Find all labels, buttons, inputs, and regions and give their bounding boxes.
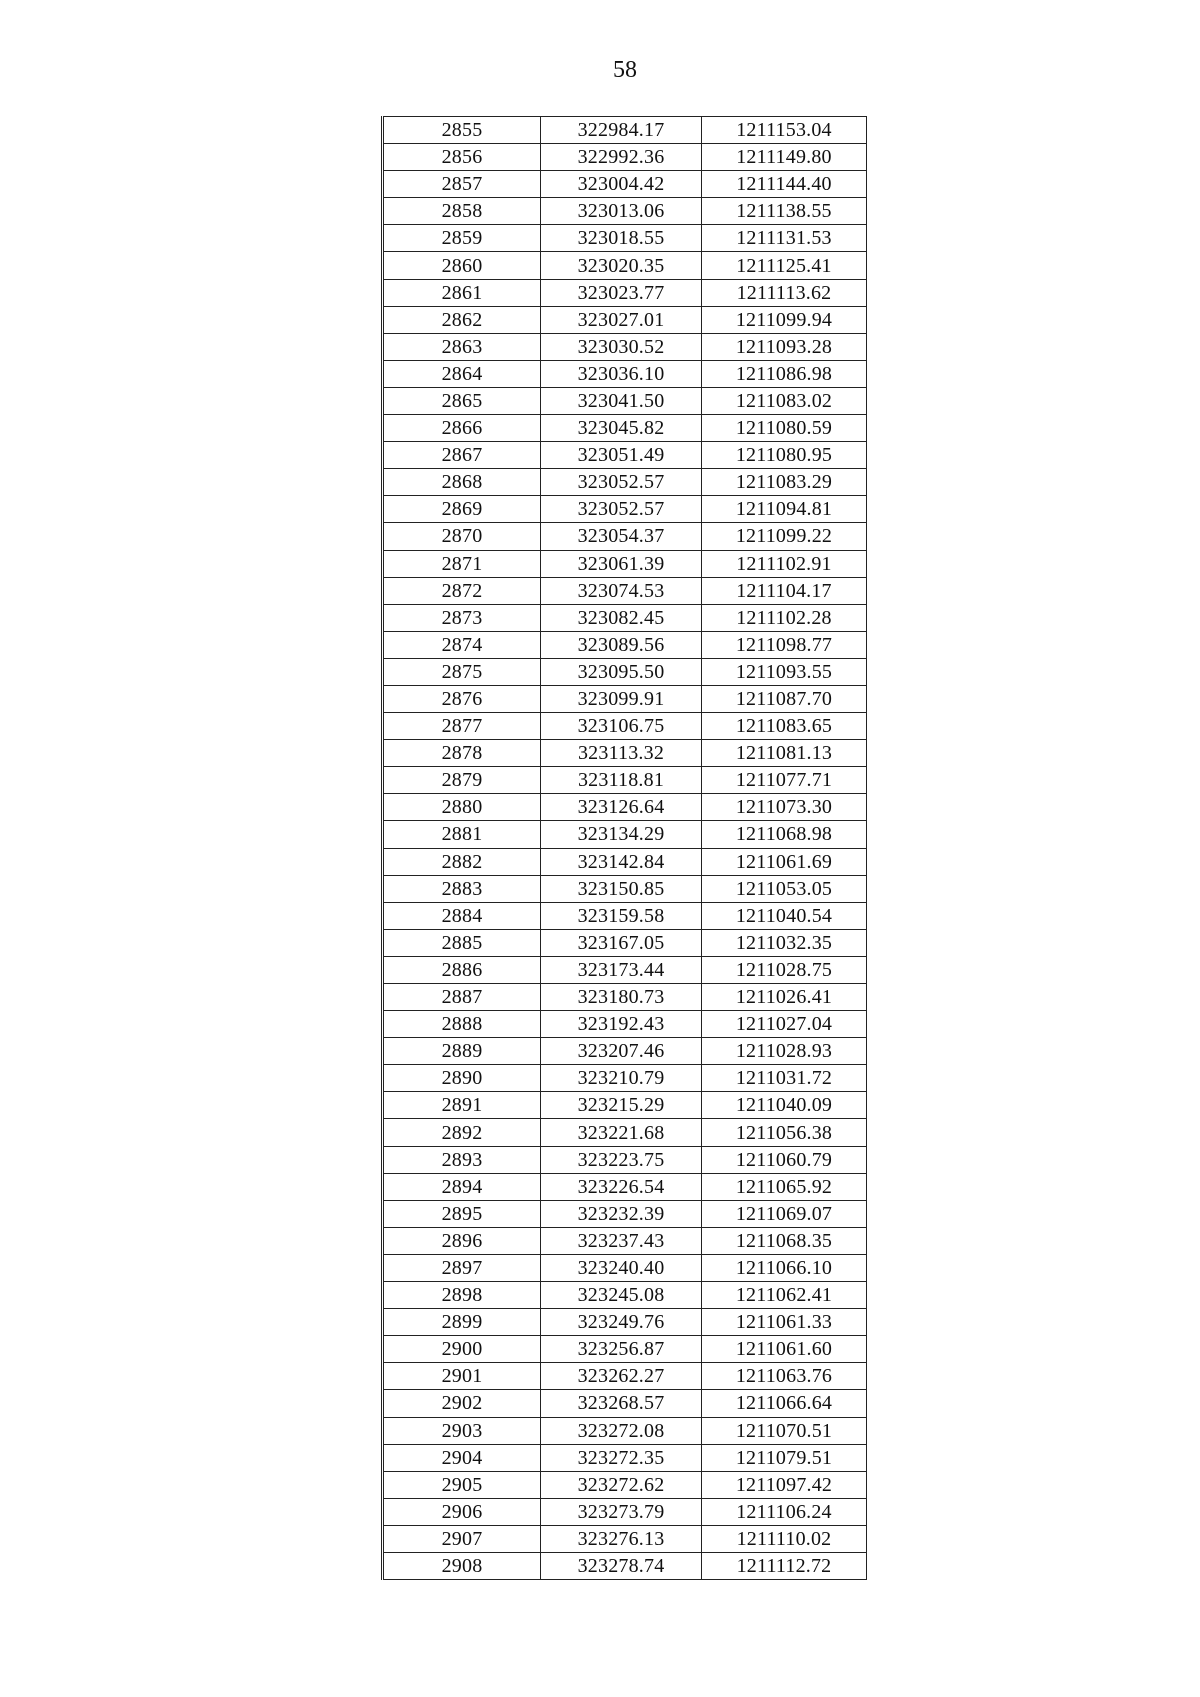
x-coordinate-cell: 323030.52 — [541, 333, 702, 360]
y-coordinate-cell: 1211073.30 — [702, 794, 867, 821]
table-row — [383, 604, 867, 631]
point-number-cell: 2894 — [383, 1173, 541, 1200]
table-row — [383, 1417, 867, 1444]
x-coordinate-cell: 323106.75 — [541, 713, 702, 740]
point-number-cell: 2858 — [383, 198, 541, 225]
table-row — [383, 1119, 867, 1146]
table-row — [383, 171, 867, 198]
point-number-cell: 2867 — [383, 442, 541, 469]
point-number-cell: 2905 — [383, 1471, 541, 1498]
y-coordinate-cell: 1211065.92 — [702, 1173, 867, 1200]
x-coordinate-cell: 323118.81 — [541, 767, 702, 794]
point-number-cell: 2886 — [383, 956, 541, 983]
point-number-cell: 2857 — [383, 171, 541, 198]
table-row — [383, 1471, 867, 1498]
table-row — [383, 1363, 867, 1390]
y-coordinate-cell: 1211077.71 — [702, 767, 867, 794]
y-coordinate-cell: 1211083.02 — [702, 387, 867, 414]
table-row — [383, 848, 867, 875]
point-number-cell: 2904 — [383, 1444, 541, 1471]
point-number-cell: 2907 — [383, 1525, 541, 1552]
table-row — [383, 1200, 867, 1227]
y-coordinate-cell: 1211110.02 — [702, 1525, 867, 1552]
table-row — [383, 225, 867, 252]
table-row — [383, 550, 867, 577]
point-number-cell: 2872 — [383, 577, 541, 604]
x-coordinate-cell: 323256.87 — [541, 1336, 702, 1363]
table-row — [383, 685, 867, 712]
point-number-cell: 2875 — [383, 658, 541, 685]
point-number-cell: 2881 — [383, 821, 541, 848]
point-number-cell: 2866 — [383, 415, 541, 442]
y-coordinate-cell: 1211027.04 — [702, 1011, 867, 1038]
x-coordinate-cell: 323052.57 — [541, 496, 702, 523]
point-number-cell: 2885 — [383, 929, 541, 956]
point-number-cell: 2895 — [383, 1200, 541, 1227]
table-row — [383, 1282, 867, 1309]
table-row — [383, 523, 867, 550]
table-row — [383, 360, 867, 387]
table-row — [383, 252, 867, 279]
y-coordinate-cell: 1211083.65 — [702, 713, 867, 740]
y-coordinate-cell: 1211069.07 — [702, 1200, 867, 1227]
x-coordinate-cell: 323240.40 — [541, 1254, 702, 1281]
y-coordinate-cell: 1211099.22 — [702, 523, 867, 550]
point-number-cell: 2902 — [383, 1390, 541, 1417]
table-row — [383, 306, 867, 333]
y-coordinate-cell: 1211093.28 — [702, 333, 867, 360]
table-row — [383, 821, 867, 848]
y-coordinate-cell: 1211098.77 — [702, 631, 867, 658]
x-coordinate-cell: 323126.64 — [541, 794, 702, 821]
x-coordinate-cell: 323150.85 — [541, 875, 702, 902]
x-coordinate-cell: 323113.32 — [541, 740, 702, 767]
x-coordinate-cell: 323052.57 — [541, 469, 702, 496]
x-coordinate-cell: 323051.49 — [541, 442, 702, 469]
x-coordinate-cell: 323089.56 — [541, 631, 702, 658]
table-row — [383, 279, 867, 306]
point-number-cell: 2880 — [383, 794, 541, 821]
point-number-cell: 2877 — [383, 713, 541, 740]
x-coordinate-cell: 323095.50 — [541, 658, 702, 685]
table-row — [383, 767, 867, 794]
point-number-cell: 2888 — [383, 1011, 541, 1038]
point-number-cell: 2878 — [383, 740, 541, 767]
y-coordinate-cell: 1211032.35 — [702, 929, 867, 956]
point-number-cell: 2903 — [383, 1417, 541, 1444]
x-coordinate-cell: 323210.79 — [541, 1065, 702, 1092]
x-coordinate-cell: 323272.62 — [541, 1471, 702, 1498]
x-coordinate-cell: 323223.75 — [541, 1146, 702, 1173]
y-coordinate-cell: 1211028.93 — [702, 1038, 867, 1065]
y-coordinate-cell: 1211131.53 — [702, 225, 867, 252]
y-coordinate-cell: 1211053.05 — [702, 875, 867, 902]
table-row — [383, 442, 867, 469]
point-number-cell: 2864 — [383, 360, 541, 387]
table-row — [383, 1444, 867, 1471]
coordinates-table-body — [383, 117, 867, 1580]
table-row — [383, 1227, 867, 1254]
table-row — [383, 658, 867, 685]
point-number-cell: 2855 — [383, 117, 541, 144]
table-row — [383, 415, 867, 442]
point-number-cell: 2865 — [383, 387, 541, 414]
table-row — [383, 1038, 867, 1065]
table-row — [383, 387, 867, 414]
x-coordinate-cell: 323226.54 — [541, 1173, 702, 1200]
point-number-cell: 2892 — [383, 1119, 541, 1146]
table-row — [383, 1146, 867, 1173]
y-coordinate-cell: 1211040.09 — [702, 1092, 867, 1119]
point-number-cell: 2899 — [383, 1309, 541, 1336]
point-number-cell: 2870 — [383, 523, 541, 550]
y-coordinate-cell: 1211063.76 — [702, 1363, 867, 1390]
x-coordinate-cell: 323082.45 — [541, 604, 702, 631]
x-coordinate-cell: 323276.13 — [541, 1525, 702, 1552]
point-number-cell: 2859 — [383, 225, 541, 252]
point-number-cell: 2860 — [383, 252, 541, 279]
y-coordinate-cell: 1211149.80 — [702, 144, 867, 171]
x-coordinate-cell: 323134.29 — [541, 821, 702, 848]
table-row — [383, 1498, 867, 1525]
x-coordinate-cell: 323180.73 — [541, 984, 702, 1011]
x-coordinate-cell: 323159.58 — [541, 902, 702, 929]
y-coordinate-cell: 1211086.98 — [702, 360, 867, 387]
point-number-cell: 2901 — [383, 1363, 541, 1390]
table-row — [383, 713, 867, 740]
x-coordinate-cell: 322984.17 — [541, 117, 702, 144]
x-coordinate-cell: 323232.39 — [541, 1200, 702, 1227]
point-number-cell: 2906 — [383, 1498, 541, 1525]
y-coordinate-cell: 1211138.55 — [702, 198, 867, 225]
point-number-cell: 2889 — [383, 1038, 541, 1065]
x-coordinate-cell: 323045.82 — [541, 415, 702, 442]
x-coordinate-cell: 323004.42 — [541, 171, 702, 198]
table-row — [383, 469, 867, 496]
y-coordinate-cell: 1211068.35 — [702, 1227, 867, 1254]
x-coordinate-cell: 323027.01 — [541, 306, 702, 333]
y-coordinate-cell: 1211080.95 — [702, 442, 867, 469]
point-number-cell: 2898 — [383, 1282, 541, 1309]
x-coordinate-cell: 323020.35 — [541, 252, 702, 279]
y-coordinate-cell: 1211081.13 — [702, 740, 867, 767]
point-number-cell: 2900 — [383, 1336, 541, 1363]
point-number-cell: 2890 — [383, 1065, 541, 1092]
table-row — [383, 577, 867, 604]
table-row — [383, 1336, 867, 1363]
point-number-cell: 2856 — [383, 144, 541, 171]
y-coordinate-cell: 1211087.70 — [702, 685, 867, 712]
table-row — [383, 1390, 867, 1417]
point-number-cell: 2893 — [383, 1146, 541, 1173]
y-coordinate-cell: 1211104.17 — [702, 577, 867, 604]
point-number-cell: 2884 — [383, 902, 541, 929]
x-coordinate-cell: 323278.74 — [541, 1552, 702, 1579]
table-row — [383, 1173, 867, 1200]
x-coordinate-cell: 323192.43 — [541, 1011, 702, 1038]
table-row — [383, 1525, 867, 1552]
point-number-cell: 2882 — [383, 848, 541, 875]
point-number-cell: 2887 — [383, 984, 541, 1011]
table-row — [383, 117, 867, 144]
x-coordinate-cell: 323142.84 — [541, 848, 702, 875]
y-coordinate-cell: 1211066.64 — [702, 1390, 867, 1417]
y-coordinate-cell: 1211113.62 — [702, 279, 867, 306]
table-row — [383, 740, 867, 767]
point-number-cell: 2908 — [383, 1552, 541, 1579]
y-coordinate-cell: 1211080.59 — [702, 415, 867, 442]
point-number-cell: 2883 — [383, 875, 541, 902]
table-row — [383, 1254, 867, 1281]
y-coordinate-cell: 1211056.38 — [702, 1119, 867, 1146]
point-number-cell: 2876 — [383, 685, 541, 712]
coordinates-table — [381, 116, 867, 1580]
y-coordinate-cell: 1211094.81 — [702, 496, 867, 523]
y-coordinate-cell: 1211125.41 — [702, 252, 867, 279]
table-row — [383, 1011, 867, 1038]
y-coordinate-cell: 1211061.33 — [702, 1309, 867, 1336]
table-row — [383, 144, 867, 171]
y-coordinate-cell: 1211144.40 — [702, 171, 867, 198]
y-coordinate-cell: 1211028.75 — [702, 956, 867, 983]
table-row — [383, 1309, 867, 1336]
point-number-cell: 2891 — [383, 1092, 541, 1119]
y-coordinate-cell: 1211112.72 — [702, 1552, 867, 1579]
y-coordinate-cell: 1211040.54 — [702, 902, 867, 929]
x-coordinate-cell: 323245.08 — [541, 1282, 702, 1309]
x-coordinate-cell: 323273.79 — [541, 1498, 702, 1525]
point-number-cell: 2873 — [383, 604, 541, 631]
x-coordinate-cell: 323013.06 — [541, 198, 702, 225]
x-coordinate-cell: 323272.35 — [541, 1444, 702, 1471]
point-number-cell: 2861 — [383, 279, 541, 306]
point-number-cell: 2879 — [383, 767, 541, 794]
x-coordinate-cell: 323221.68 — [541, 1119, 702, 1146]
x-coordinate-cell: 323023.77 — [541, 279, 702, 306]
y-coordinate-cell: 1211070.51 — [702, 1417, 867, 1444]
table-row — [383, 1065, 867, 1092]
x-coordinate-cell: 323099.91 — [541, 685, 702, 712]
x-coordinate-cell: 323041.50 — [541, 387, 702, 414]
x-coordinate-cell: 323215.29 — [541, 1092, 702, 1119]
y-coordinate-cell: 1211068.98 — [702, 821, 867, 848]
y-coordinate-cell: 1211066.10 — [702, 1254, 867, 1281]
table-row — [383, 984, 867, 1011]
point-number-cell: 2863 — [383, 333, 541, 360]
y-coordinate-cell: 1211102.91 — [702, 550, 867, 577]
point-number-cell: 2869 — [383, 496, 541, 523]
table-row — [383, 902, 867, 929]
y-coordinate-cell: 1211093.55 — [702, 658, 867, 685]
x-coordinate-cell: 323237.43 — [541, 1227, 702, 1254]
point-number-cell: 2897 — [383, 1254, 541, 1281]
y-coordinate-cell: 1211060.79 — [702, 1146, 867, 1173]
y-coordinate-cell: 1211097.42 — [702, 1471, 867, 1498]
y-coordinate-cell: 1211061.60 — [702, 1336, 867, 1363]
table-row — [383, 875, 867, 902]
point-number-cell: 2868 — [383, 469, 541, 496]
y-coordinate-cell: 1211153.04 — [702, 117, 867, 144]
x-coordinate-cell: 322992.36 — [541, 144, 702, 171]
y-coordinate-cell: 1211099.94 — [702, 306, 867, 333]
y-coordinate-cell: 1211062.41 — [702, 1282, 867, 1309]
page-number: 58 — [613, 57, 637, 83]
y-coordinate-cell: 1211102.28 — [702, 604, 867, 631]
y-coordinate-cell: 1211031.72 — [702, 1065, 867, 1092]
table-row — [383, 333, 867, 360]
y-coordinate-cell: 1211083.29 — [702, 469, 867, 496]
x-coordinate-cell: 323272.08 — [541, 1417, 702, 1444]
table-row — [383, 956, 867, 983]
table-row — [383, 1552, 867, 1579]
y-coordinate-cell: 1211026.41 — [702, 984, 867, 1011]
table-row — [383, 1092, 867, 1119]
point-number-cell: 2874 — [383, 631, 541, 658]
table-row — [383, 496, 867, 523]
x-coordinate-cell: 323018.55 — [541, 225, 702, 252]
x-coordinate-cell: 323054.37 — [541, 523, 702, 550]
point-number-cell: 2871 — [383, 550, 541, 577]
y-coordinate-cell: 1211079.51 — [702, 1444, 867, 1471]
x-coordinate-cell: 323074.53 — [541, 577, 702, 604]
x-coordinate-cell: 323167.05 — [541, 929, 702, 956]
x-coordinate-cell: 323268.57 — [541, 1390, 702, 1417]
table-row — [383, 198, 867, 225]
table-row — [383, 794, 867, 821]
x-coordinate-cell: 323173.44 — [541, 956, 702, 983]
x-coordinate-cell: 323249.76 — [541, 1309, 702, 1336]
table-row — [383, 631, 867, 658]
x-coordinate-cell: 323262.27 — [541, 1363, 702, 1390]
table-row — [383, 929, 867, 956]
point-number-cell: 2862 — [383, 306, 541, 333]
x-coordinate-cell: 323036.10 — [541, 360, 702, 387]
x-coordinate-cell: 323207.46 — [541, 1038, 702, 1065]
y-coordinate-cell: 1211061.69 — [702, 848, 867, 875]
point-number-cell: 2896 — [383, 1227, 541, 1254]
y-coordinate-cell: 1211106.24 — [702, 1498, 867, 1525]
x-coordinate-cell: 323061.39 — [541, 550, 702, 577]
